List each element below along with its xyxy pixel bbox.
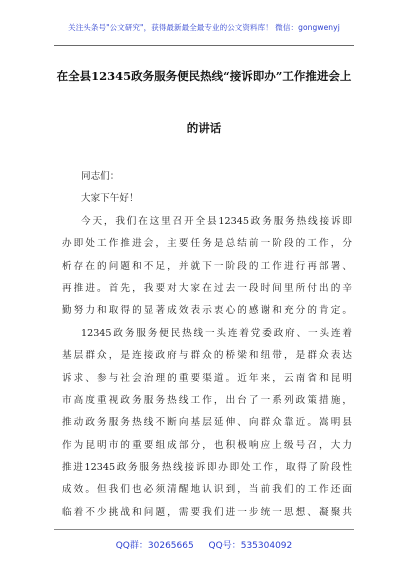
body-line: 作为昆明市的重要组成部分，也积极响应上级号召，大力 <box>62 439 352 451</box>
body-line: 析存在的问题和不足，并就下一阶段的工作进行再部署、 <box>62 260 352 272</box>
salutation-line: 同志们： <box>81 171 120 182</box>
body-line: 成效。但我们也必须清醒地认识到，当前我们的工作还面 <box>62 484 352 496</box>
body-line: 临着不少挑战和问题，需要我们进一步统一思想、凝聚共 <box>62 506 352 518</box>
body-line: 再推进。首先，我要对大家在过去一段时间里所付出的辛 <box>62 282 352 294</box>
body-line: 基层群众，是连接政府与群众的桥梁和纽带，是群众表达 <box>62 350 352 362</box>
body-line: 勤努力和取得的显著成效表示衷心的感谢和充分的肯定。 <box>62 305 352 317</box>
document-subtitle: 的讲话 <box>186 121 222 135</box>
document-body <box>62 166 352 524</box>
body-line: 推进12345政务服务热线接诉即办即处工作，取得了阶段性 <box>62 462 352 474</box>
header-banner: 关注头条号"公文研究"，获得最新最全最专业的公文资料库！ 微信：gongwenyj <box>68 23 340 32</box>
header-divider <box>54 45 354 46</box>
body-line: 12345政务服务便民热线一头连着党委政府、一头连着 <box>81 327 352 339</box>
document-title: 在全县12345政务服务便民热线“接诉即办”工作推进会上 <box>56 69 352 83</box>
body-line: 市高度重视政务服务热线工作，出台了一系列政策措施， <box>62 394 352 406</box>
greeting-line: 大家下午好！ <box>81 193 139 205</box>
footer-contact: QQ群：30265665 QQ号：535304092 <box>115 541 293 551</box>
body-line: 办即处工作推进会，主要任务是总结前一阶段的工作，分 <box>62 238 352 250</box>
body-line: 诉求、参与社会治理的重要渠道。近年来，云南省和昆明 <box>62 372 352 384</box>
body-line: 今天，我们在这里召开全县12345政务服务热线接诉即 <box>81 215 352 227</box>
body-line: 推动政务服务热线不断向基层延伸、向群众靠近。嵩明县 <box>62 417 352 429</box>
footer-divider <box>54 529 354 530</box>
